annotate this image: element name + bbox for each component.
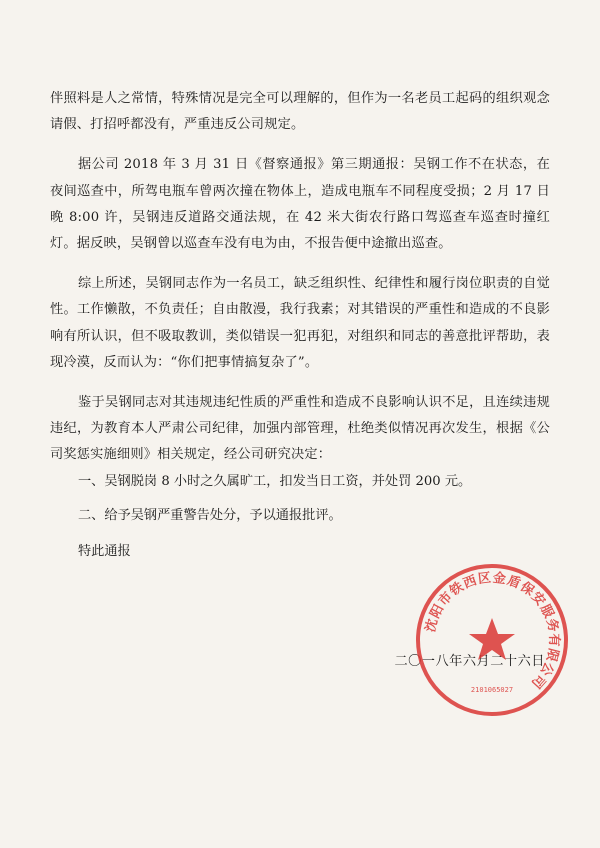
paragraph-summary: 综上所述，吴钢同志作为一名员工，缺乏组织性、纪律性和履行岗位职责的自觉性。工作懒散，不负责任；自由散漫，我行我素；对其错误的严重性和造成的不良影响有所认识，但不吸取教训，类似错误一犯再犯，对组织和同志的善意批评帮助，表现冷漠，反而认为：“你们把事情搞复杂了”。 <box>50 276 550 370</box>
paragraph-continuation: 伴照料是人之常情，特殊情况是完全可以理解的，但作为一名老员工起码的组织观念请假、打招呼都没有，严重违反公司规定。 <box>50 91 550 133</box>
seal-number: 2101065027 <box>470 686 514 694</box>
seal-star-icon <box>469 618 515 660</box>
paragraph-inspection-report: 据公司 2018 年 3 月 31 日《督察通报》第三期通报：吴钢工作不在状态，在夜间巡查中，所驾电瓶车曾两次撞在物体上，造成电瓶车不同程度受损；2 月 17 日晚 8:00 许，吴钢违反道路交通法规，在 42 米大街农行路口驾巡查车巡查时撞红灯。据反映，吴钢曾以巡查车没有电为由，不报告便中途撤出巡查。 <box>50 157 550 252</box>
decision-item-1: 一、吴钢脱岗 8 小时之久属旷工，扣发当日工资，并处罚 200 元。 <box>78 473 472 489</box>
document-body <box>50 86 550 565</box>
document-date: 二〇一八年六月二十六日 <box>394 654 545 669</box>
seal-ring-text: 沈阳市铁西区金盾保安服务有限公司 <box>423 570 562 692</box>
closing-line: 特此通报 <box>78 543 131 559</box>
decision-item-2: 二、给予吴钢严重警告处分，予以通报批评。 <box>78 507 342 523</box>
paragraph-decision-basis: 鉴于吴钢同志对其违规违纪性质的严重性和造成不良影响认识不足，且连续违规违纪，为教育本人严肃公司纪律，加强内部管理，杜绝类似情况再次发生，根据《公司奖惩实施细则》相关规定，经公司研究决定： <box>50 395 550 463</box>
company-seal-icon <box>412 560 572 720</box>
